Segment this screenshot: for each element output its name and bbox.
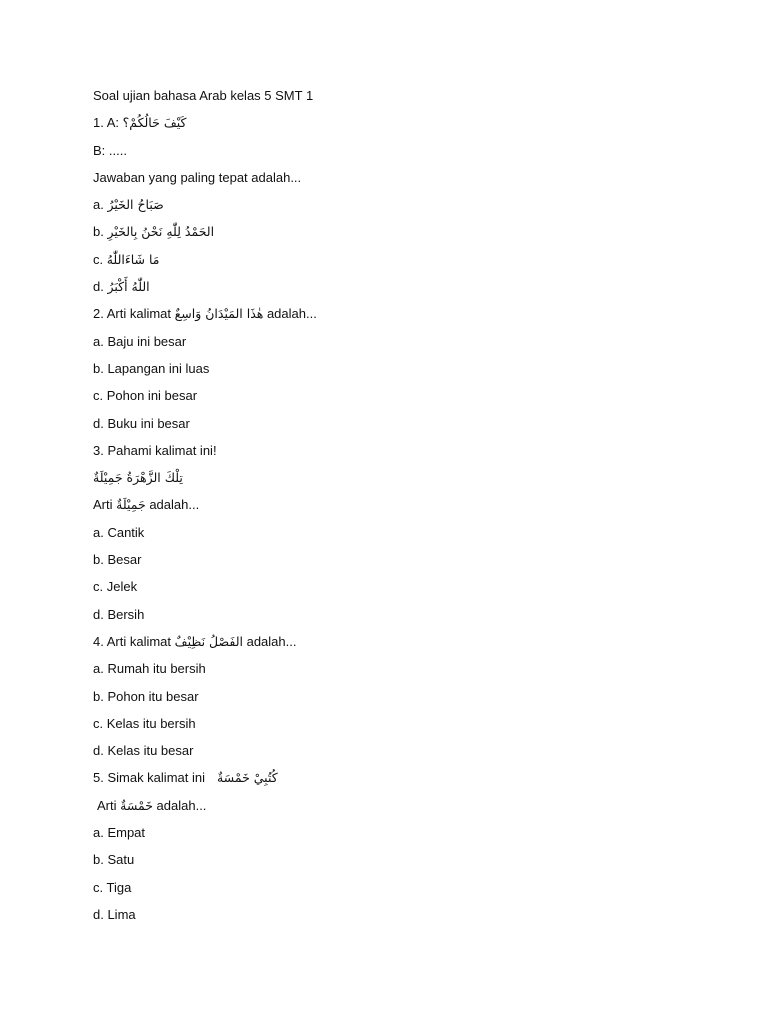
q1-option-a <box>93 194 733 221</box>
q5-option-a: a. Empat <box>93 825 146 841</box>
q4-arabic: الفَصْلُ نَظِيْفٌ <box>174 633 243 649</box>
q3-option-b: b. Besar <box>93 552 142 568</box>
q3-option-a: a. Cantik <box>93 524 145 540</box>
q1-option-a-letter: a. <box>93 197 108 213</box>
q5-prompt <box>93 767 733 794</box>
q1-prompt: Jawaban yang paling tepat adalah... <box>93 169 302 185</box>
document-page <box>93 85 733 931</box>
q5-arti-prefix: Arti <box>97 797 121 813</box>
q2-prefix: 2. Arti kalimat <box>93 306 175 322</box>
q2-prompt <box>93 303 733 330</box>
q4-option-d: d. Kelas itu besar <box>93 743 194 759</box>
q5-arti-arabic: خَمْسَةٌ <box>120 797 153 813</box>
q3-arti <box>93 494 733 521</box>
q1-option-c <box>93 249 733 276</box>
q3-arti-prefix: Arti <box>93 497 117 513</box>
q3-arti-arabic: جَمِيْلَةٌ <box>116 497 146 513</box>
q4-suffix: adalah... <box>242 633 297 649</box>
q2-option-d: d. Buku ini besar <box>93 415 190 431</box>
q1-option-b <box>93 221 733 248</box>
q1-line-b: B: ..... <box>93 142 127 158</box>
q4-option-a: a. Rumah itu bersih <box>93 661 206 677</box>
q4-option-b: b. Pohon itu besar <box>93 688 199 704</box>
q2-arabic: هٰذَا المَيْدَانُ وَاسِعٌ <box>174 306 264 322</box>
q1-option-b-arabic: الحَمْدُ لِلّٰهِ نَحْنُ بِالخَيْرِ <box>107 224 215 240</box>
q1-option-d-arabic: اللّٰهُ أَكْبَرُ <box>107 279 150 295</box>
q5-option-b: b. Satu <box>93 852 135 868</box>
q1-option-a-arabic: صَبَاحُ الخَيْرُ <box>107 197 164 213</box>
q3-arti-suffix: adalah... <box>145 497 200 513</box>
q3-sentence: تِلْكَ الزَّهْرَةُ جَمِيْلَةٌ <box>93 470 183 486</box>
q4-option-c: c. Kelas itu bersih <box>93 715 196 731</box>
q1-option-d-letter: d. <box>93 279 108 295</box>
q1-option-b-letter: b. <box>93 224 108 240</box>
q1-option-d <box>93 276 733 303</box>
q3-option-c: c. Jelek <box>93 579 138 595</box>
q2-option-a: a. Baju ini besar <box>93 333 187 349</box>
q4-prompt <box>93 631 733 658</box>
q1-option-c-arabic: مَا شَاءَاللّٰهُ <box>106 251 160 267</box>
q2-suffix: adalah... <box>263 306 317 322</box>
document-title: Soal ujian bahasa Arab kelas 5 SMT 1 <box>93 88 314 103</box>
q3-sentence-line <box>93 467 733 494</box>
q1-a-prefix: 1. A: <box>93 115 123 131</box>
q5-option-c: c. Tiga <box>93 879 132 895</box>
q4-prefix: 4. Arti kalimat <box>93 633 175 649</box>
q1-line-a <box>93 112 733 139</box>
q1-option-c-letter: c. <box>93 251 107 267</box>
q3-prompt: 3. Pahami kalimat ini! <box>93 442 217 458</box>
q5-option-d: d. Lima <box>93 906 136 922</box>
q5-arti <box>93 795 733 822</box>
q3-option-d: d. Bersih <box>93 606 145 622</box>
q2-option-b: b. Lapangan ini luas <box>93 360 210 376</box>
q5-arabic: كُتُبِيْ خَمْسَةٌ <box>216 770 278 786</box>
q1-a-arabic: كَيْفَ حَالُكُمْ؟ <box>122 115 187 131</box>
q2-option-c: c. Pohon ini besar <box>93 388 198 404</box>
q5-arti-suffix: adalah... <box>152 797 207 813</box>
q5-prefix: 5. Simak kalimat ini <box>93 770 205 786</box>
